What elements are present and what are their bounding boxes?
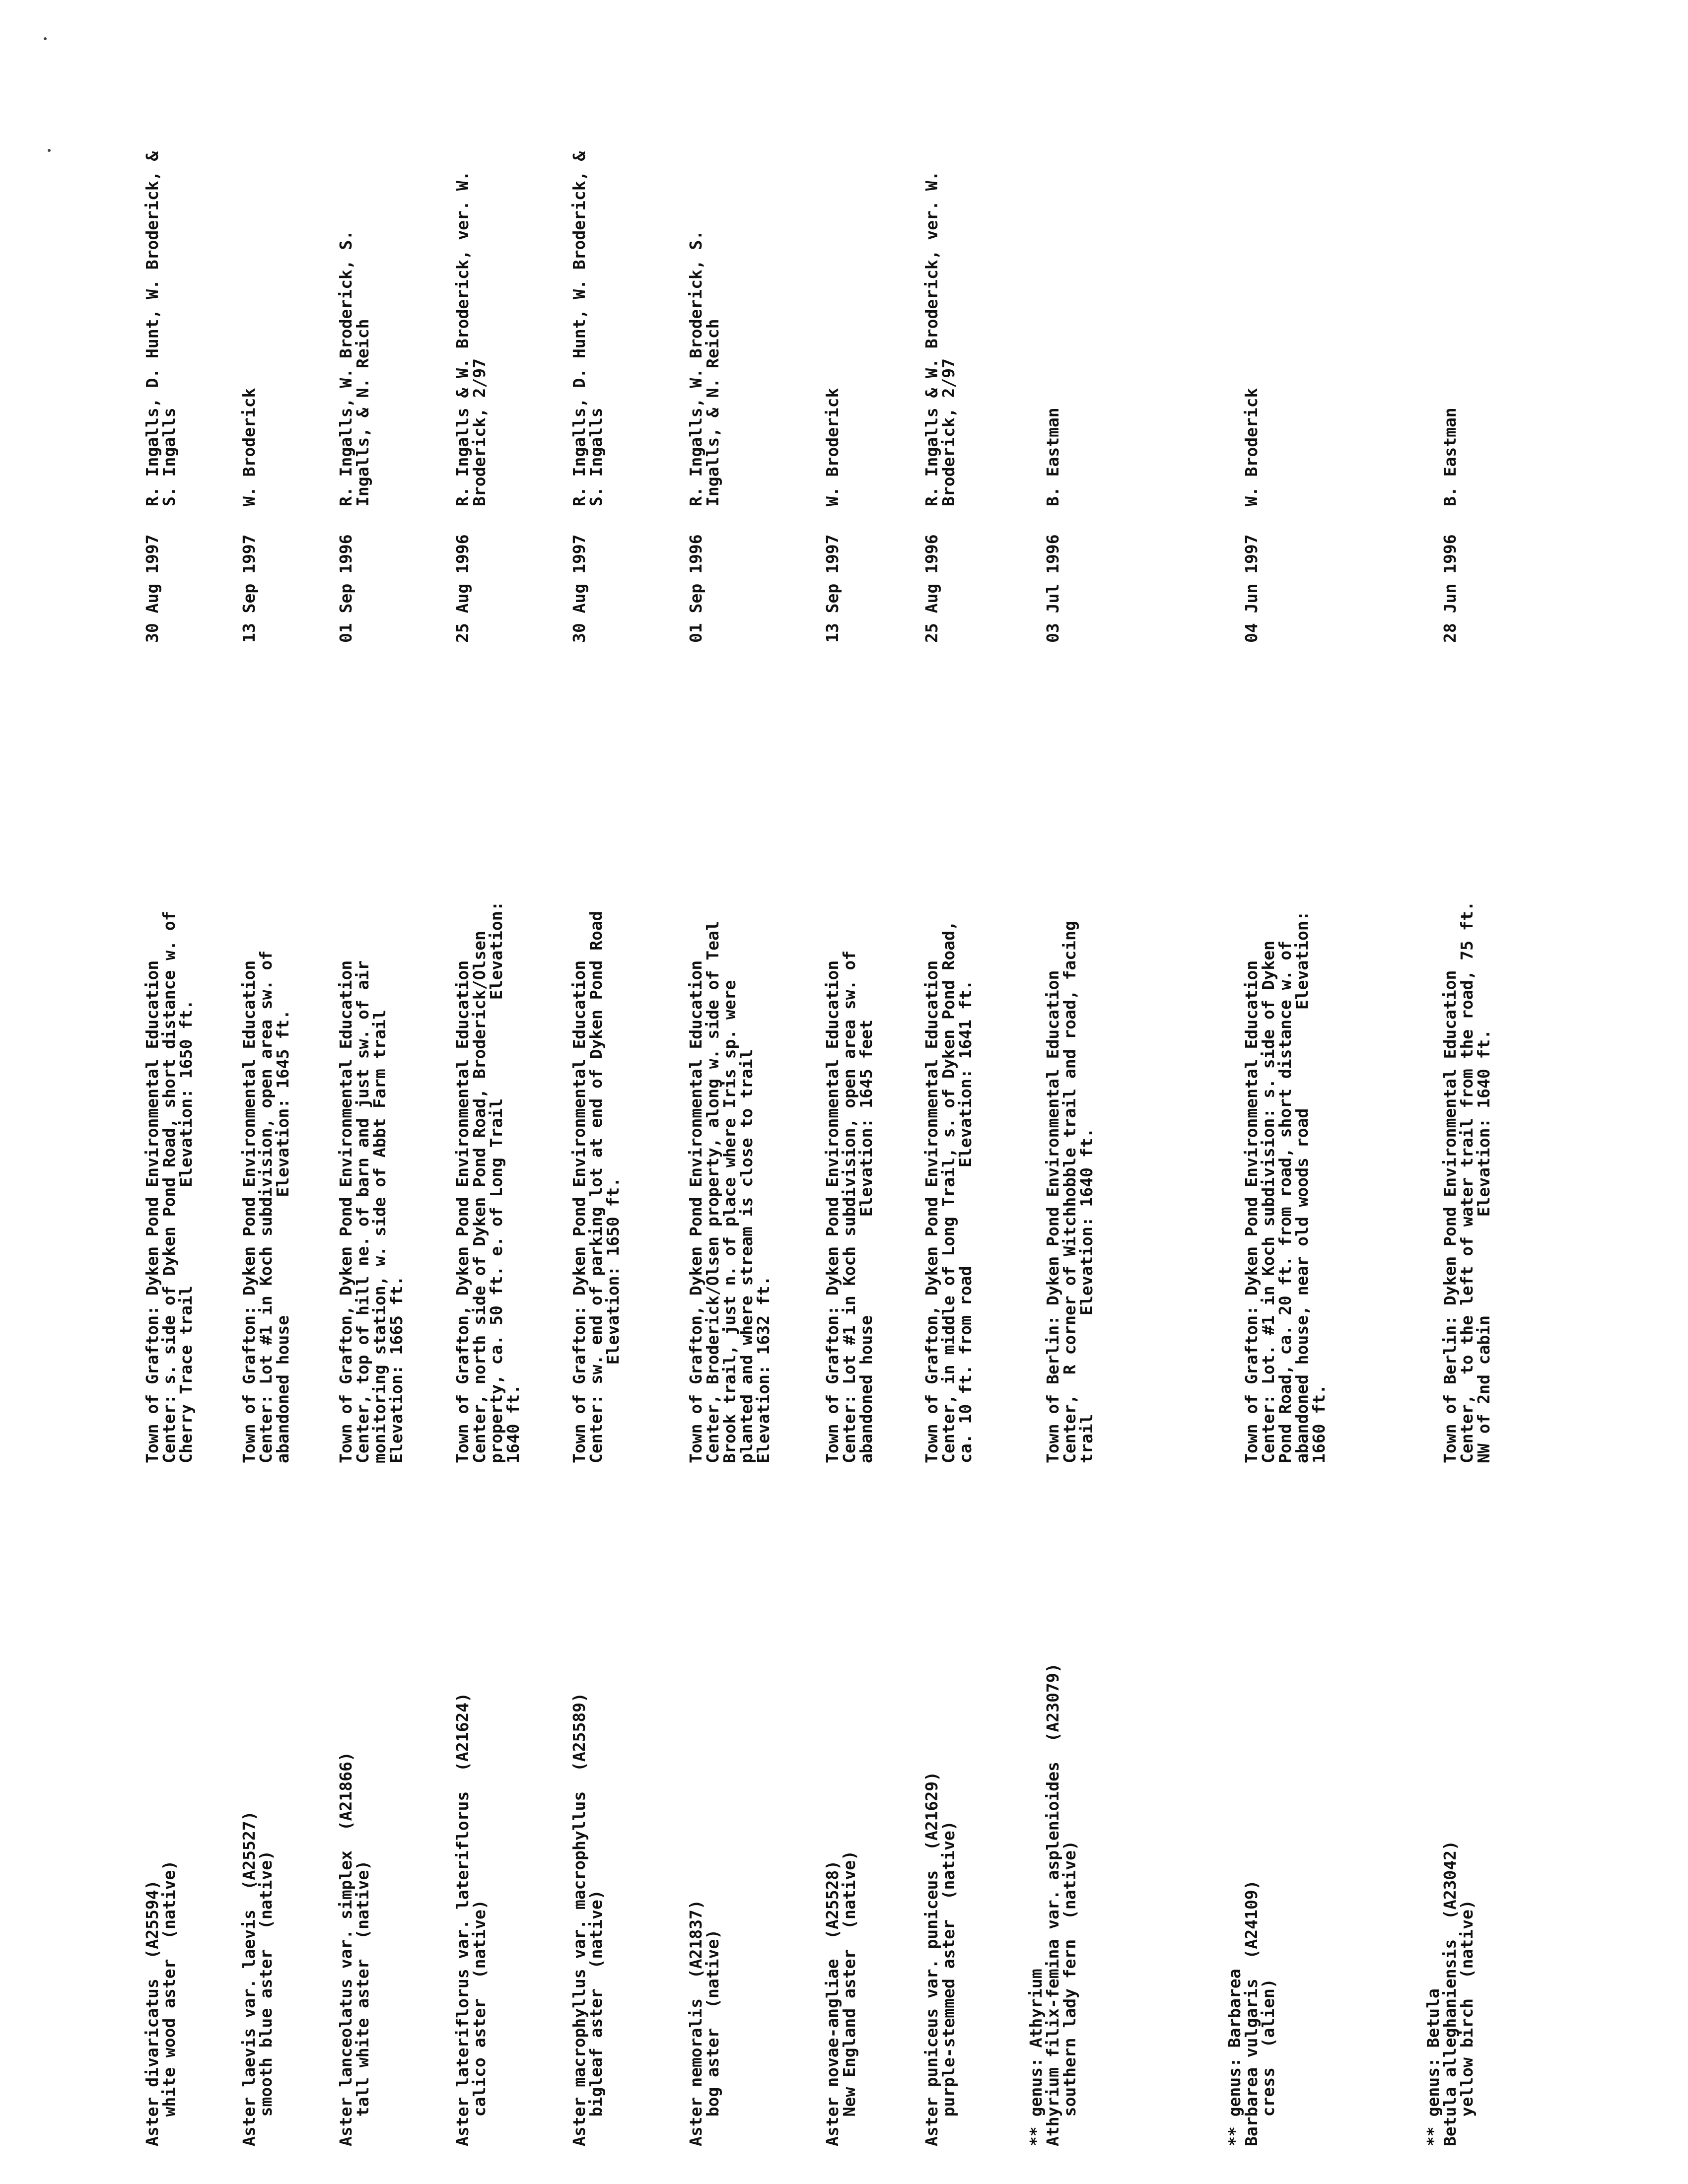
collection-date: 30 Aug 1997 (569, 534, 589, 643)
collectors: R. Ingalls & W. Broderick, ver. W. Broderick, 2/97 (453, 171, 489, 506)
collection-date: 25 Aug 1996 (922, 534, 941, 643)
collectors: R. Ingalls, D. Hunt, W. Broderick, & S. Ingalls (569, 151, 606, 506)
location-entry: Town of Berlin: Dyken Pond Environmental Education Center, to the left of water trail from the road, 75 ft. NW of 2nd cabin Elevation: 1640 ft. (1440, 901, 1493, 1463)
collectors: W. Broderick (1242, 388, 1261, 506)
collectors: B. Eastman (1440, 408, 1460, 506)
location-entry: Town of Grafton: Dyken Pond Environmental Education Center: Lot. #1 in Koch subdivision: s. side of Dyken Pond Road, ca. 20 ft. from road, short distance w. of abandoned house, near old woods road Elevation: 1660 ft. (1242, 911, 1329, 1463)
species-entry: Aster divaricatus (A25594) white wood aster (native) (142, 1860, 179, 2146)
collection-date: 03 Jul 1996 (1043, 534, 1062, 643)
scan-speck (44, 37, 47, 40)
species-entry: Aster nemoralis (A21837) bog aster (native) (686, 1900, 722, 2146)
species-entry: Aster novae-angliae (A25528) New England aster (native) (823, 1850, 859, 2146)
collectors: R. Ingalls & W. Broderick, ver. W. Broderick, 2/97 (922, 171, 958, 506)
collection-date: 13 Sep 1997 (823, 534, 842, 643)
collectors: R. Ingalls, W. Broderick, S. Ingalls, & N. Reich (686, 230, 722, 506)
species-entry: Aster puniceus var. puniceus (A21629) purple-stemmed aster (native) (922, 1772, 958, 2146)
collection-date: 01 Sep 1996 (686, 534, 705, 643)
collectors: W. Broderick (239, 388, 259, 506)
collection-date: 25 Aug 1996 (453, 534, 472, 643)
location-entry: Town of Grafton, Dyken Pond Environmental Education Center, top of hill ne. of barn and just sw. of air monitoring station, w. side of Abbt Farm trail Elevation: 1665 ft. (336, 960, 406, 1463)
location-entry: Town of Grafton: Dyken Pond Environmental Education Center: Lot #1 in Koch subdivision, open area sw. of abandoned house Elevation: 1645 feet (823, 950, 876, 1463)
collectors: W. Broderick (823, 388, 842, 506)
collection-date: 30 Aug 1997 (142, 534, 162, 643)
species-entry: Aster lateriflorus var. lateriflorus (A21624) calico aster (native) (453, 1693, 489, 2146)
species-entry: ** genus: Athyrium Athyrium filix-femina var. asplenioides (A23079) southern lady fern (native) (1026, 1663, 1079, 2146)
collectors: R. Ingalls, W. Broderick, S. Ingalls, & N. Reich (336, 230, 372, 506)
location-entry: Town of Berlin: Dyken Pond Environmental Education Center, R corner of Witchhobble trail and road, facing trail Elevation: 1640 ft. (1043, 921, 1096, 1463)
location-entry: Town of Grafton: Dyken Pond Environmental Education Center: Lot #1 in Koch subdivision, open area sw. of abandoned house Elevation: 1645 ft. (239, 950, 292, 1463)
location-entry: Town of Grafton: Dyken Pond Environmental Education Center: sw. end of parking lot at end of Dyken Pond Road Elevation: 1650 ft. (569, 911, 623, 1463)
collection-date: 13 Sep 1997 (239, 534, 259, 643)
collection-date: 28 Jun 1996 (1440, 534, 1460, 643)
location-entry: Town of Grafton, Dyken Pond Environmental Education Center, Broderick/Olsen property, along w. side of Teal Brook trail, just n. of place where Iris sp. were planted and where stream is close to trail Elevation: 1632 ft. (686, 921, 773, 1463)
location-entry: Town of Grafton, Dyken Pond Environmental Education Center, north side of Dyken Pond Road, Broderick/Olsen property, ca. 50 ft. e. of Long Trail Elevation: 1640 ft. (453, 901, 523, 1463)
location-entry: Town of Grafton: Dyken Pond Environmental Education Center: s. side of Dyken Pond Road, short distance w. of Cherry Trace trail Elevation: 1650 ft. (142, 911, 196, 1463)
species-entry: Aster macrophyllus var. macrophyllus (A25589) bigleaf aster (native) (569, 1693, 606, 2146)
species-entry: ** genus: Betula Betula alleghaniensis (A23042) yellow birch (native) (1423, 1841, 1477, 2146)
species-entry: ** genus: Barbarea Barbarea vulgaris (A24109) cress (alien) (1225, 1880, 1278, 2146)
location-entry: Town of Grafton, Dyken Pond Environmental Education Center, in middle of Long Trail, s. of Dyken Pond Road, ca. 10 ft. from road Elevation: 1641 ft. (922, 921, 975, 1463)
species-entry: Aster lanceolatus var. simplex (A21866) tall white aster (native) (336, 1752, 372, 2146)
collection-date: 04 Jun 1997 (1242, 534, 1261, 643)
collectors: R. Ingalls, D. Hunt, W. Broderick, & S. Ingalls (142, 151, 179, 506)
collectors: B. Eastman (1043, 408, 1062, 506)
collection-date: 01 Sep 1996 (336, 534, 355, 643)
species-entry: Aster laevis var. laevis (A25527) smooth blue aster (native) (239, 1811, 276, 2146)
scan-speck (48, 149, 51, 152)
